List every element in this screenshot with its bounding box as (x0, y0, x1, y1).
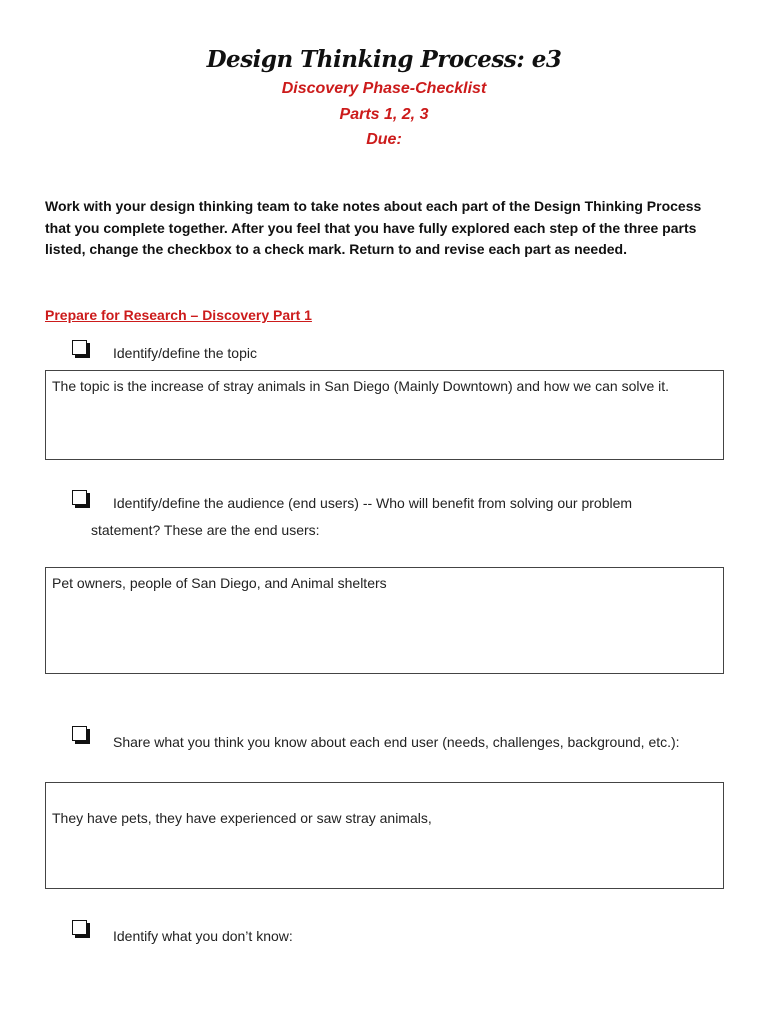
checklist-item-define-audience (72, 490, 732, 544)
answer-box-audience[interactable] (45, 567, 724, 674)
checkbox-icon[interactable] (72, 920, 87, 935)
checklist-item-label (72, 486, 732, 544)
checklist-item-label: Share what you think you know about each end user (needs, challenges, background, etc.): (113, 734, 680, 750)
checklist-item-unknowns (72, 920, 732, 946)
document-parts: Parts 1, 2, 3 (339, 106, 429, 123)
document-due: Due: (366, 131, 402, 148)
checkbox-icon[interactable] (72, 490, 87, 505)
checklist-item-label-line1: Identify/define the audience (end users) -- Who will benefit from solving our problem (113, 495, 633, 511)
answer-text: They have pets, they have experienced or saw stray animals, (52, 810, 432, 826)
section-heading-discovery-part-1: Prepare for Research – Discovery Part 1 (45, 307, 312, 323)
checkbox-icon[interactable] (72, 340, 87, 355)
checklist-item-define-topic (72, 340, 732, 363)
document-subtitle: Discovery Phase-Checklist (281, 80, 487, 97)
intro-paragraph: Work with your design thinking team to take notes about each part of the Design Thinking Process that you complete together. After you feel that you have fully explored each step of the three parts listed, change the checkbox to a check mark. Return to and revise each part as needed. (45, 198, 702, 257)
checklist-item-known-about-users (72, 726, 732, 752)
checklist-item-label: Identify what you don’t know: (113, 928, 293, 944)
document-title: Design Thinking Process: e3 (206, 46, 562, 73)
checklist-item-label-line2: statement? These are the end users: (91, 522, 320, 538)
answer-box-known[interactable] (45, 782, 724, 889)
answer-text: Pet owners, people of San Diego, and Animal shelters (52, 575, 387, 591)
checkbox-icon[interactable] (72, 726, 87, 741)
answer-text: The topic is the increase of stray animals in San Diego (Mainly Downtown) and how we can solve it. (52, 378, 670, 394)
checklist-item-label: Identify/define the topic (113, 345, 257, 361)
answer-box-topic[interactable] (45, 370, 724, 460)
